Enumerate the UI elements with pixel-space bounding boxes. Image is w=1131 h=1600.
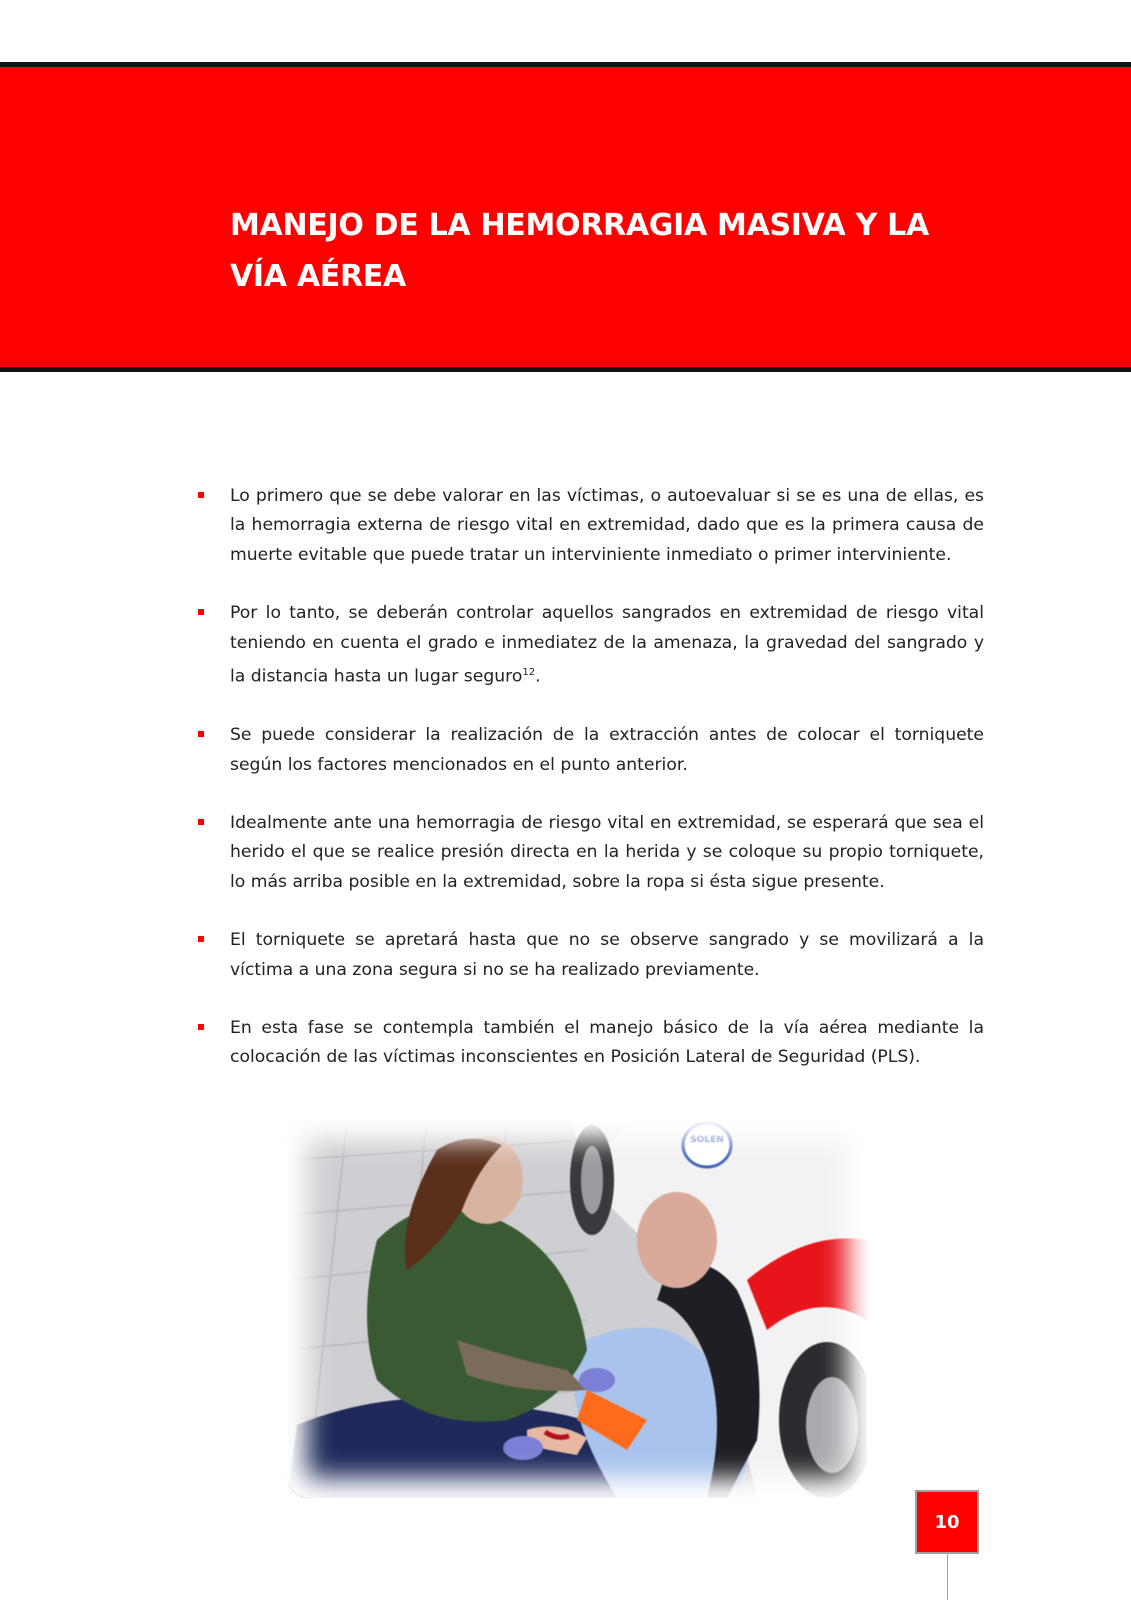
list-item	[198, 482, 984, 570]
bullet-marker-icon	[198, 1024, 204, 1030]
bullet-marker-icon	[198, 609, 204, 615]
bullet-marker-icon	[198, 936, 204, 942]
list-item	[198, 809, 984, 897]
list-item	[198, 721, 984, 780]
page-title: MANEJO DE LA HEMORRAGIA MASIVA Y LA VÍA AÉREA	[230, 208, 929, 294]
vehicle-badge	[683, 1123, 731, 1167]
page-number-line	[947, 1554, 948, 1600]
bullet-marker-icon	[198, 819, 204, 825]
bullet-text: En esta fase se contempla también el manejo básico de la vía aérea mediante la colocación de las víctimas inconscientes en Posición Lateral de Seguridad (PLS).	[230, 1018, 984, 1068]
vehicle-badge-text: SOLEN	[690, 1135, 724, 1145]
bullet-marker-icon	[198, 731, 204, 737]
list-item	[198, 926, 984, 985]
footnote-reference: 12	[522, 667, 536, 679]
page-number: 10	[915, 1490, 979, 1554]
first-aid-photo	[287, 1120, 867, 1498]
bullet-text: Lo primero que se debe valorar en las víctimas, o autoevaluar si se es una de ellas, es la hemorragia externa de riesgo vital en extremidad, dado que es la primera causa de muerte evitable que puede tratar un interviniente inmediato o primer interviniente.	[230, 486, 984, 565]
first-aid-scene-illustration	[287, 1120, 867, 1498]
bullet-text-body: Por lo tanto, se deberán controlar aquellos sangrados en extremidad de riesgo vital teniendo en cuenta el grado e inmediatez de la amenaza, la gravedad del sangrado y la distancia hasta un lugar seguro	[230, 603, 984, 687]
bullet-text	[230, 599, 984, 692]
rescuer-glove	[503, 1436, 543, 1460]
list-item	[198, 1014, 984, 1073]
bullet-text: El torniquete se apretará hasta que no se observe sangrado y se movilizará a la víctima a una zona segura si no se ha realizado previamente.	[230, 930, 984, 980]
bullet-marker-icon	[198, 492, 204, 498]
list-item	[198, 599, 984, 692]
bullet-list	[198, 482, 984, 1102]
bullet-text: Se puede considerar la realización de la extracción antes de colocar el torniquete según los factores mencionados en el punto anterior.	[230, 725, 984, 775]
bullet-text: Idealmente ante una hemorragia de riesgo vital en extremidad, se esperará que sea el herido el que se realice presión directa en la herida y se coloque su propio torniquete, lo más arriba posible en la extremidad, sobre la ropa si ésta sigue presente.	[230, 812, 984, 892]
victim-head-blurred	[637, 1192, 717, 1288]
bullet-text-end: .	[535, 666, 541, 687]
